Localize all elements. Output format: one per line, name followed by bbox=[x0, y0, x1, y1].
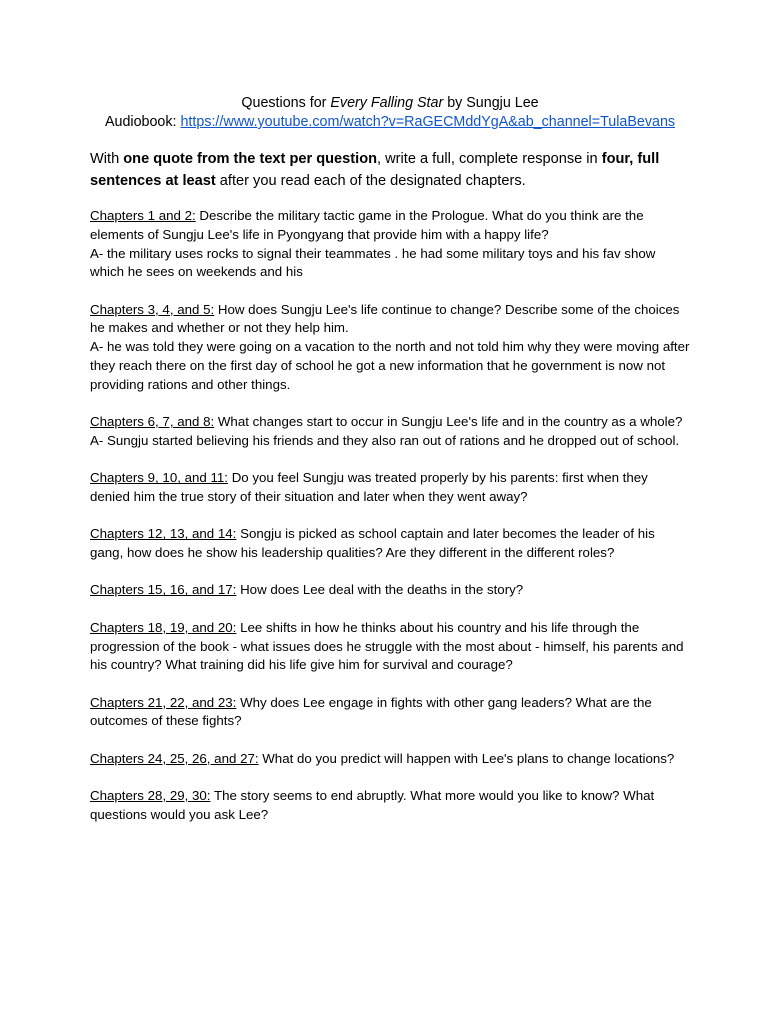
question-text: Lee shifts in how he thinks about his country and his life through the progression of the book - what issues does he struggle with the most about - himself, his parents and his country? What training did his life give him for survival and courage? bbox=[90, 619, 684, 673]
question-chapters: Chapters 21, 22, and 23: bbox=[90, 694, 237, 710]
document-page bbox=[90, 94, 690, 825]
question-block bbox=[90, 207, 690, 282]
question-text: Songju is picked as school captain and later becomes the leader of his gang, how does he show his leadership qualities? Are they different in the different roles? bbox=[90, 526, 655, 561]
question-text: Describe the military tactic game in the Prologue. What do you think are the elements of Sungju Lee's life in Pyongyang that provide him with a happy life? bbox=[90, 208, 644, 242]
question-text: What do you predict will happen with Lee's plans to change locations? bbox=[258, 750, 675, 766]
question-text: How does Sungju Lee's life continue to change? Describe some of the choices he makes and whether or not they help him. bbox=[90, 301, 680, 336]
answer-text: A- the military uses rocks to signal their teammates . he had some military toys and his fav show which he sees on weekends and his bbox=[90, 245, 656, 280]
instructions-bold-2: four, full sentences at least bbox=[90, 151, 660, 189]
audiobook-link[interactable]: https://www.youtube.com/watch?v=RaGECMddYgA&ab_channel=TulaBevans bbox=[180, 114, 676, 130]
question-chapters: Chapters 6, 7, and 8: bbox=[90, 414, 215, 430]
question-block bbox=[90, 787, 690, 825]
question-chapters: Chapters 28, 29, 30: bbox=[90, 788, 211, 804]
book-title: Every Falling Star bbox=[330, 95, 444, 111]
question-block bbox=[90, 469, 690, 507]
question-chapters: Chapters 1 and 2: bbox=[90, 208, 196, 223]
answer-text: A- Sungju started believing his friends and they also ran out of rations and he dropped out of school. bbox=[90, 432, 680, 448]
instructions-bold-1: one quote from the text per question bbox=[123, 151, 378, 167]
question-block bbox=[90, 413, 690, 451]
question-chapters: Chapters 9, 10, and 11: bbox=[90, 470, 228, 486]
document-title bbox=[90, 94, 690, 113]
question-block bbox=[90, 581, 690, 600]
instructions bbox=[90, 148, 690, 192]
question-text: Why does Lee engage in fights with other gang leaders? What are the outcomes of these fights? bbox=[90, 694, 652, 729]
instructions-part-3: after you read each of the designated chapters. bbox=[215, 173, 526, 189]
question-text: The story seems to end abruptly. What more would you like to know? What questions would you ask Lee? bbox=[90, 788, 655, 822]
instructions-part-1: With bbox=[90, 151, 124, 167]
question-chapters: Chapters 18, 19, and 20: bbox=[90, 619, 237, 635]
question-chapters: Chapters 15, 16, and 17: bbox=[90, 582, 237, 598]
question-block bbox=[90, 301, 690, 395]
audiobook-line bbox=[90, 113, 690, 132]
audiobook-label: Audiobook: bbox=[104, 114, 181, 130]
question-chapters: Chapters 24, 25, 26, and 27: bbox=[90, 750, 259, 766]
answer-text: A- he was told they were going on a vacation to the north and not told him why they were moving after they reach there on the first day of school he got a new information that he government is now not providing rations and other things. bbox=[90, 339, 690, 392]
question-text: What changes start to occur in Sungju Lee's life and in the country as a whole? bbox=[214, 414, 683, 430]
question-chapters: Chapters 12, 13, and 14: bbox=[90, 526, 237, 542]
question-block bbox=[90, 694, 690, 732]
question-text: How does Lee deal with the deaths in the story? bbox=[236, 582, 524, 598]
question-block bbox=[90, 525, 690, 563]
question-text: Do you feel Sungju was treated properly by his parents: first when they denied him the true story of their situation and later when they went away? bbox=[90, 470, 648, 505]
question-chapters: Chapters 3, 4, and 5: bbox=[90, 301, 215, 317]
question-block bbox=[90, 619, 690, 675]
title-suffix: by Sungju Lee bbox=[443, 95, 539, 111]
title-prefix: Questions for bbox=[241, 95, 331, 111]
question-block bbox=[90, 750, 690, 769]
instructions-part-2: , write a full, complete response in bbox=[377, 151, 602, 167]
